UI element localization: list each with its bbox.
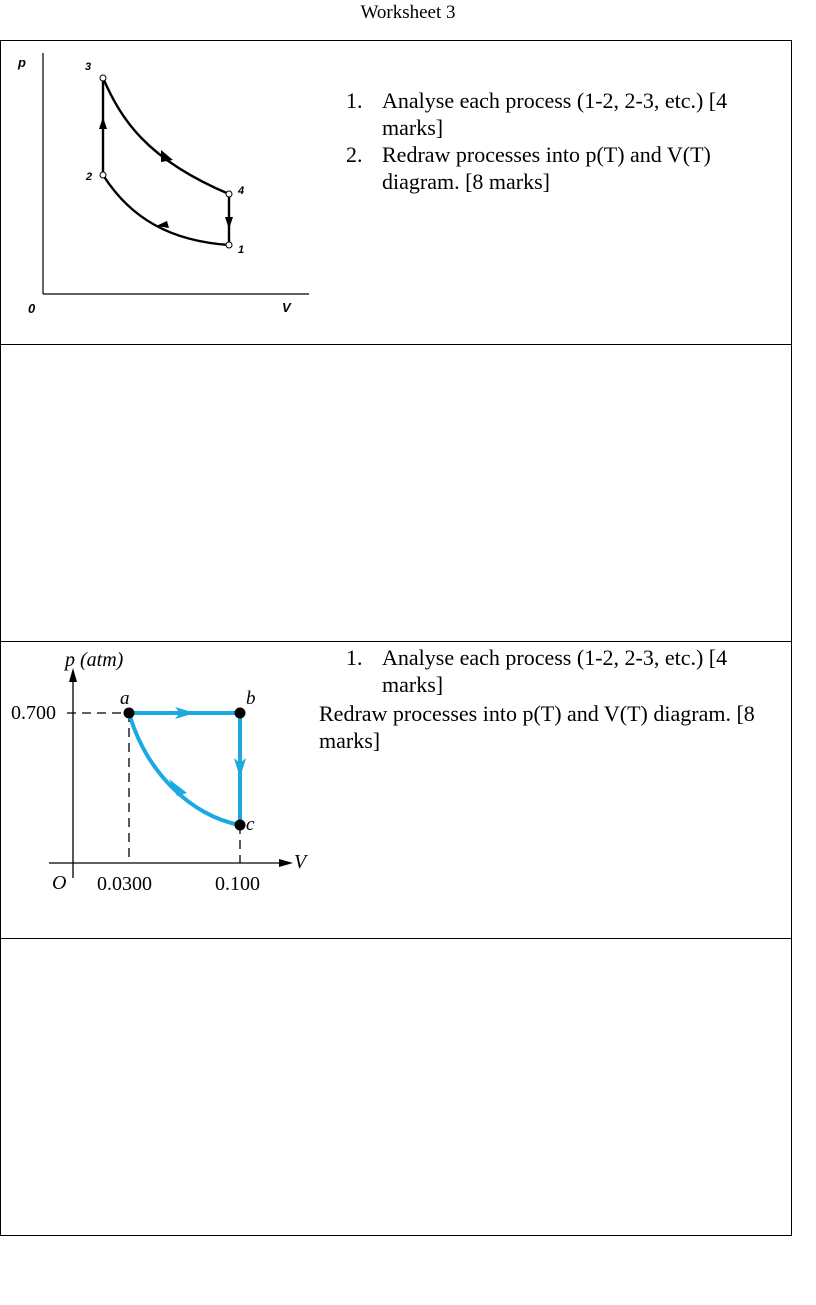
x-tick-label-a: 0.0300 [97,873,152,895]
question-item: 2. Redraw processes into p(T) and V(T) diagram. [8 marks] [346,142,711,194]
question-item: 1. Analyse each process (1-2, 2-3, etc.) [4 marks] [346,645,728,697]
arrow-up [99,117,107,129]
point-2 [100,172,106,178]
point-1-label: 1 [238,244,245,256]
point-b-label: b [246,688,256,709]
x-axis-arrow [279,859,293,867]
origin-label: O [52,872,67,894]
pv-diagram-1 [1,41,321,344]
worksheet-title: Worksheet 3 [360,2,456,23]
answer-space-1 [1,345,791,642]
process-c-a [129,713,240,825]
answer-space-2 [1,939,791,1235]
x-axis-label: V [282,300,291,315]
section-1-questions [346,87,786,195]
point-c [235,820,246,831]
pv-diagram-2 [1,642,321,938]
section-2-extra-question: Redraw processes into p(T) and V(T) diagram. [8 marks] [319,701,755,753]
point-b [235,708,246,719]
arrow-down-right [161,150,173,162]
worksheet-table [0,40,792,1236]
point-a [124,708,135,719]
point-1 [226,242,232,248]
point-3 [100,75,106,81]
section-2-row [1,642,791,939]
y-axis-label: p (atm) [65,649,124,671]
y-axis-label: p [18,55,26,70]
point-4-label: 4 [238,185,245,197]
origin-label: 0 [28,301,36,316]
x-axis-label: V [294,851,307,873]
y-tick-label: 0.700 [11,702,56,724]
point-3-label: 3 [85,61,92,73]
section-2-questions [346,644,786,698]
x-tick-label-b: 0.100 [215,873,260,895]
point-c-label: c [246,814,255,835]
question-item: 1. Analyse each process (1-2, 2-3, etc.) [4 marks] [346,88,728,140]
section-1-row [1,41,791,345]
point-a-label: a [120,688,130,709]
point-4 [226,191,232,197]
arrow-down [225,217,233,229]
point-2-label: 2 [86,171,93,183]
process-3-4-curve [103,78,229,194]
